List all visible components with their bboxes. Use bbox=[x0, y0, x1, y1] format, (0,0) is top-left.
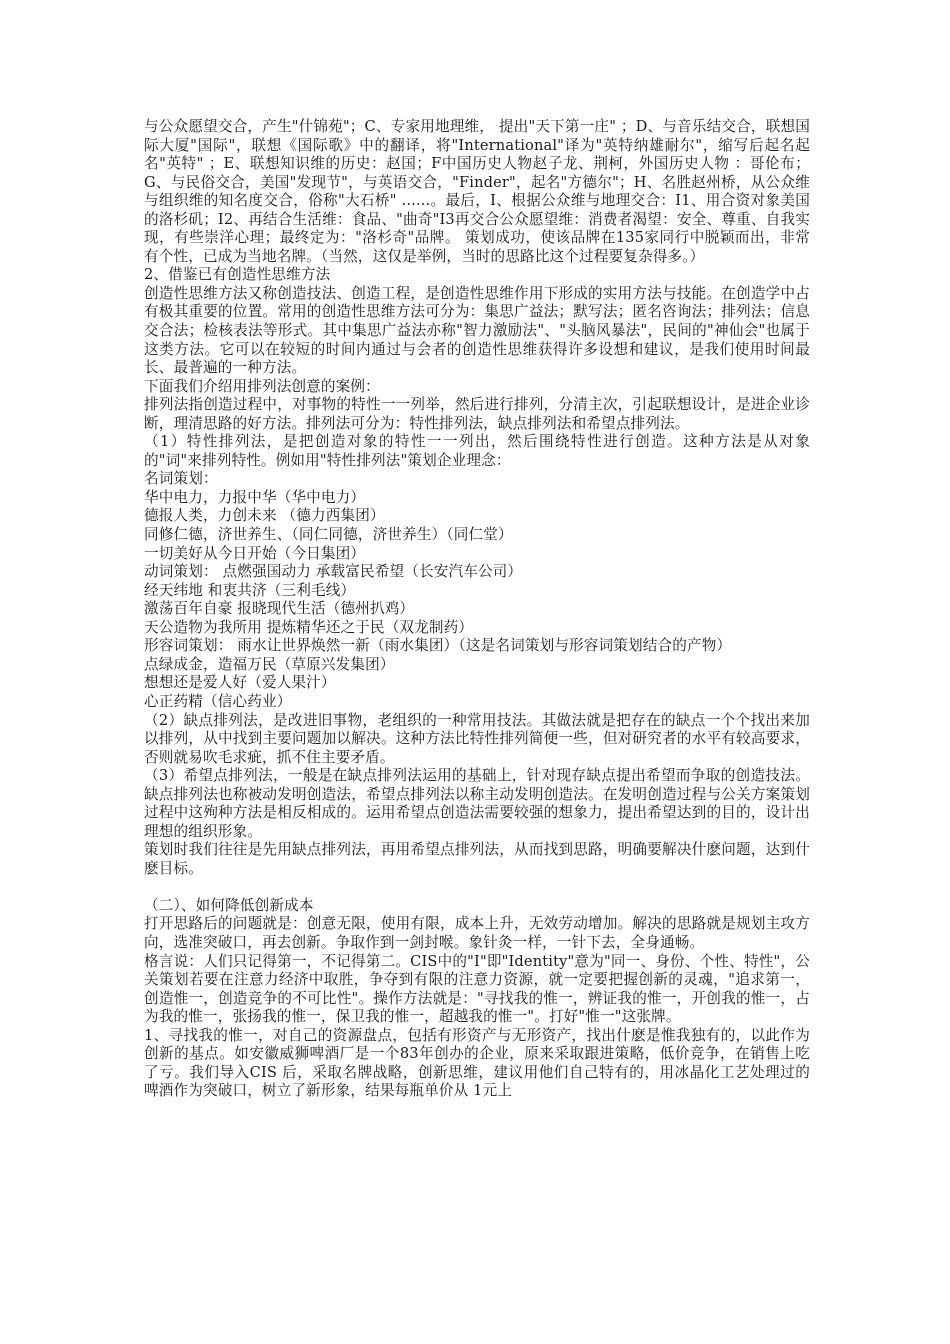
paragraph: 想想还是爱人好（爱人果汁） bbox=[144, 674, 336, 692]
paragraph: 动词策划： 点燃强国动力 承载富民希望（长安汽车公司） bbox=[144, 563, 523, 581]
paragraph: 德报人类，力创未来 （德力西集团） bbox=[144, 507, 385, 525]
document-body bbox=[144, 118, 810, 1101]
paragraph: 排列法指创造过程中，对事物的特性一一列举，然后进行排列，分清主次，引起联想设计，是进企业诊断，理清思路的好方法。排列法可分为：特性排列法，缺点排列法和希望点排列法。 bbox=[144, 396, 810, 432]
paragraph: 下面我们介绍用排列法创意的案例： bbox=[144, 377, 380, 395]
paragraph: 格言说：人们只记得第一，不记得第二。CIS中的"I"即"Identity"意为"同一、身份、个性、特性"，公关策划若要在注意力经济中取胜，争夺到有限的注意力资源，就一定要把握创新的灵魂，"追求第一，创造惟一，创造竞争的不可比性"。操作方法就是："寻找我的惟一，辨证我的惟一，开创我的惟一，占为我的惟一，张扬我的惟一，保卫我的惟一，超越我的惟一"。打好"惟一"这张牌。 bbox=[144, 952, 810, 1026]
paragraph: （2）缺点排列法，是改进旧事物，老组织的一种常用技法。其做法就是把存在的缺点一个个找出来加以排列，从中找到主要问题加以解决。这种方法比特性排列简便一些，但对研究者的水平有较高要求，否则就易吹毛求疵，抓不住主要矛盾。 bbox=[144, 711, 810, 766]
paragraph: （1）特性排列法，是把创造对象的特性一一列出，然后围绕特性进行创造。这种方法是从对象的"词"来排列特性。例如用"特性排列法"策划企业理念： bbox=[144, 433, 810, 469]
paragraph: 激荡百年自豪 报晓现代生活（德州扒鸡） bbox=[144, 600, 415, 618]
paragraph: 同修仁德，济世养生、（同仁同德，济世养生）（同仁堂） bbox=[144, 526, 513, 544]
paragraph: 创造性思维方法又称创造技法、创造工程，是创造性思维作用下形成的实用方法与技能。在创造学中占有极其重要的位置。常用的创造性思维方法可分为：集思广益法；默写法；匿名咨询法；排列法；信息交合法；检核表法等形式。其中集思广益法亦称"智力激励法"、"头脑风暴法"，民间的"神仙会"也属于这类方法。它可以在较短的时间内通过与会者的创造性思维获得许多设想和建议，是我们使用时间最长、最普遍的一种方法。 bbox=[144, 284, 810, 377]
paragraph: 策划时我们往往是先用缺点排列法，再用希望点排列法，从而找到思路，明确要解决什麽问题，达到什麽目标。 bbox=[144, 841, 810, 877]
paragraph: 心正药精（信心药业） bbox=[144, 692, 292, 710]
blank-line bbox=[144, 878, 810, 897]
paragraph: 经天纬地 和衷共济（三利毛线） bbox=[144, 581, 356, 599]
paragraph: 打开思路后的问题就是：创意无限，使用有限，成本上升，无效劳动增加。解决的思路就是规划主攻方向，选准突破口，再去创新。争取作到一剑封喉。象针灸一样，一针下去，全身通畅。 bbox=[144, 915, 810, 952]
paragraph: （3）希望点排列法，一般是在缺点排列法运用的基础上，针对现存缺点提出希望而争取的创造技法。缺点排列法也称被动发明创造法，希望点排列法以称主动发明创造法。在发明创造过程与公关方案策划过程中这殉种方法是相反相成的。运用希望点创造法需要较强的想象力，提出希望达到的目的，设计出理想的组织形象。 bbox=[144, 767, 810, 840]
paragraph: 一切美好从今日开始（今日集团） bbox=[144, 544, 366, 562]
paragraph: 华中电力，力报中华（华中电力） bbox=[144, 488, 366, 506]
paragraph: （二）、如何降低创新成本 bbox=[144, 896, 314, 914]
paragraph: 点绿成金，造福万民（草原兴发集团） bbox=[144, 655, 395, 673]
paragraph: 1、寻找我的惟一，对自己的资源盘点，包括有形资产与无形资产，找出什麽是惟我独有的，以此作为创新的基点。如安徽威狮啤酒厂是一个83年创办的企业，原来采取跟进策略，低价竞争，在销售上吃了亏。我们导入CIS 后，采取名牌战略，创新思维，建议用他们自己特有的，用冰晶化工艺处理过的啤酒作为突破口，树立了新形象，结果每瓶单价从 1元上 bbox=[144, 1026, 810, 1100]
paragraph: 形容词策划： 雨水让世界焕然一新（雨水集团）（这是名词策划与形容词策划结合的产物） bbox=[144, 637, 732, 655]
paragraph: 名词策划： bbox=[144, 470, 218, 488]
paragraph: 2、借鉴已有创造性思维方法 bbox=[144, 266, 331, 284]
paragraph: 与公众愿望交合，产生"什锦苑"；C、专家用地理维， 提出"天下第一庄" ；D、与音乐结交合，联想国际大厦"国际"，联想《国际歌》中的翻译，将"International"译为"英特纳雄耐尔"，缩写后起名起名"英特" ；E、联想知识维的历史：赵国；F中国历史人物赵子龙、荆柯，外国历史人物 ：哥伦布；G、与民俗交合，美国"发现节"，与英语交合，"Finder"，起名"方德尔"；H、名胜赵州桥，从公众维与组织维的知名度交合，俗称"大石桥" ......。最后，I、根据公众维与地理交合：I1、用合资对象美国的洛杉矶；I2、再结合生活维：食品、"曲奇"I3再交合公众愿望维：消费者渴望：安全、尊重、自我实现，有些崇洋心理；最终定为："洛杉奇"品牌。 策划成功，使该品牌在135家同行中脱颖而出，非常有个性，已成为当地名牌。（当然，这仅是举例，当时的思路比这个过程要复杂得多。） bbox=[144, 118, 810, 265]
paragraph: 天公造物为我所用 提炼精华还之于民（双龙制药） bbox=[144, 618, 474, 636]
